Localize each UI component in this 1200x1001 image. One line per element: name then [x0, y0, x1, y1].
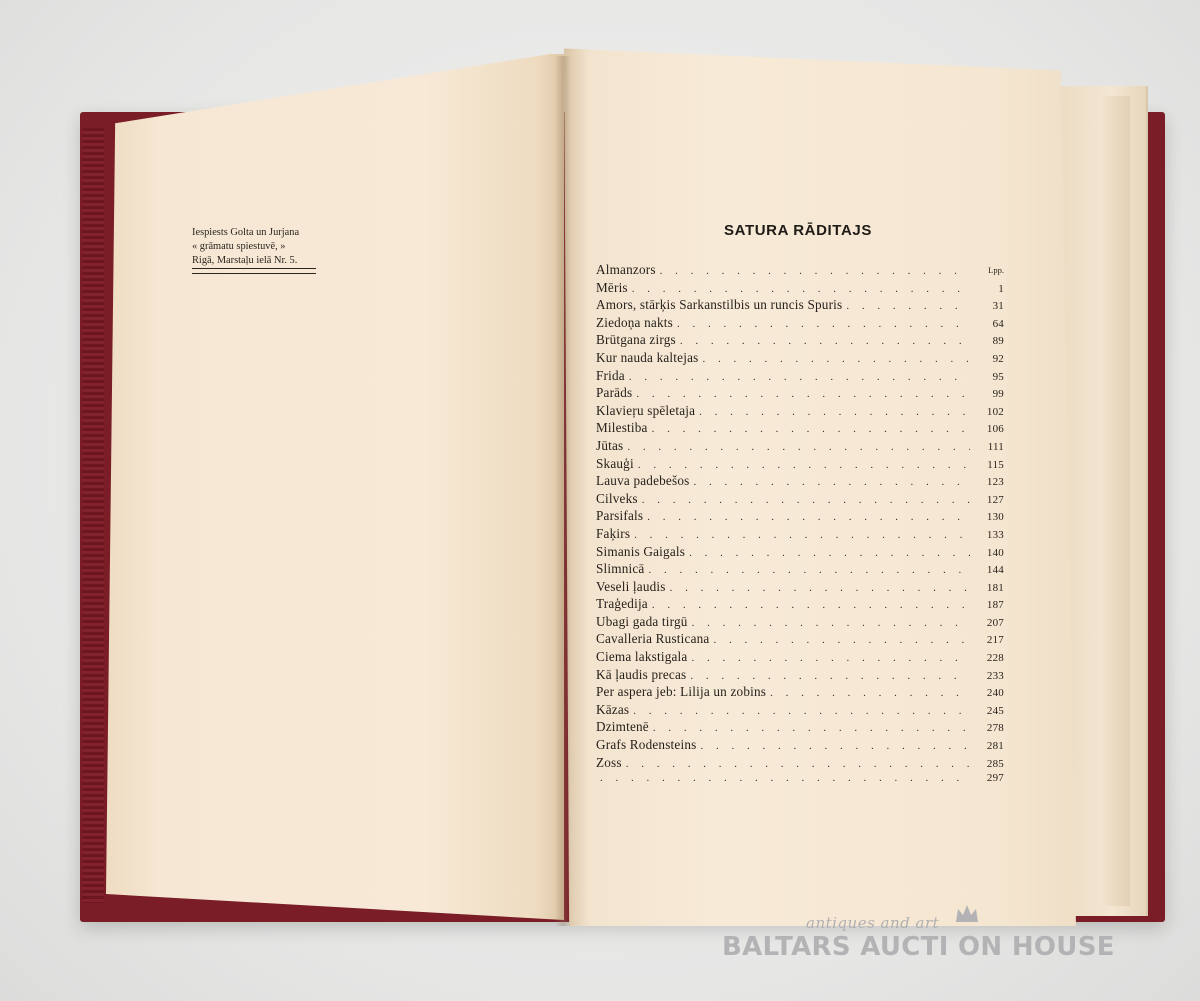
- toc-entry: [596, 631, 1004, 649]
- toc-leader-dots: [647, 511, 970, 523]
- toc-entry-title: Cavalleria Rusticana: [596, 631, 710, 647]
- toc-leader-dots: [653, 722, 970, 734]
- toc-entry-title: Parsifals: [596, 508, 644, 524]
- page-column-header: Lpp.: [988, 265, 1004, 275]
- watermark-tagline: antiques and art: [806, 914, 940, 932]
- toc-entry-page: 111: [987, 440, 1004, 453]
- toc-entry: [596, 368, 1004, 386]
- toc-entry-page: 106: [986, 423, 1004, 436]
- toc-leader-dots: [636, 388, 970, 400]
- toc-entry: [596, 702, 1004, 720]
- toc-entry-page: 115: [987, 458, 1004, 471]
- toc-entry-page: 278: [986, 722, 1004, 735]
- toc-entry-page: 1: [998, 282, 1004, 295]
- toc-leader-dots: [677, 318, 970, 330]
- toc-entry-page: 245: [986, 704, 1004, 717]
- toc-entry-title: Mēris: [596, 279, 628, 295]
- toc-entry-page: 99: [992, 388, 1004, 401]
- toc-entry: [596, 772, 1004, 790]
- toc-entry: [596, 579, 1004, 597]
- toc-entry-title: Kā ļaudis precas: [596, 666, 687, 682]
- toc-entry-title: Ziedoņa nakts: [596, 314, 673, 330]
- toc-entry: [596, 350, 1004, 368]
- toc-leader-dots: [600, 772, 970, 784]
- toc-leader-dots: [629, 371, 970, 383]
- toc-entry-title: Simanis Gaigals: [596, 543, 686, 559]
- toc-entry-page: 64: [992, 317, 1004, 330]
- toc-entry-page: 140: [986, 546, 1004, 559]
- toc-leader-dots: [693, 476, 970, 488]
- imprint-double-rule: [192, 268, 316, 274]
- toc-entry-title: Amors, stārķis Sarkanstilbis un runcis Spuris: [596, 297, 843, 313]
- toc-leader-dots: [700, 740, 970, 752]
- toc-leader-dots: [642, 494, 970, 506]
- toc-entry-page: 123: [986, 476, 1004, 489]
- toc-entry: [596, 737, 1004, 755]
- toc-entry: [596, 684, 1004, 702]
- toc-entry-page: 240: [986, 687, 1004, 700]
- toc-leader-dots: [692, 617, 970, 629]
- toc-leader-dots: [634, 529, 970, 541]
- toc-entry-page: 281: [986, 740, 1004, 753]
- toc-entry: [596, 297, 1004, 315]
- toc-entry-title: Veseli ļaudis: [596, 578, 666, 594]
- imprint-line: Rigā, Marstaļu ielā Nr. 5.: [192, 255, 298, 266]
- toc-leader-dots: [627, 441, 970, 453]
- toc-entry-page: 181: [986, 581, 1004, 594]
- toc-entry-title: Cilveks: [596, 490, 638, 506]
- toc-entry-title: Frida: [596, 367, 625, 383]
- table-of-contents: [596, 262, 1004, 790]
- toc-leader-dots: [633, 705, 970, 717]
- toc-entry-title: Faķirs: [596, 525, 631, 541]
- toc-entry-title: Slimnicā: [596, 561, 645, 577]
- toc-entry-page: 217: [986, 634, 1004, 647]
- watermark-name: BALTARS AUCTI ON HOUSE: [722, 932, 1115, 962]
- toc-entry-page: 133: [986, 528, 1004, 541]
- toc-entry: [596, 473, 1004, 491]
- toc-entry-page: 102: [986, 405, 1004, 418]
- book-gutter: [555, 56, 571, 926]
- toc-leader-dots: [702, 353, 970, 365]
- toc-entry: [596, 315, 1004, 333]
- toc-leader-dots: [770, 687, 970, 699]
- toc-entry: [596, 719, 1004, 737]
- toc-entry-page: 297: [986, 772, 1004, 785]
- toc-heading: SATURA RĀDITAJS: [724, 222, 872, 239]
- toc-entry-title: Klavieŗu spēletaja: [596, 402, 696, 418]
- toc-entry: [596, 526, 1004, 544]
- page-block-edge-inner: [1100, 96, 1130, 906]
- toc-entry: [596, 667, 1004, 685]
- toc-entry: [596, 420, 1004, 438]
- toc-entry-page: 31: [992, 300, 1004, 313]
- toc-leader-dots: [680, 335, 970, 347]
- crown-icon: [954, 902, 980, 924]
- toc-entry-page: 144: [986, 564, 1004, 577]
- toc-entry: [596, 280, 1004, 298]
- toc-leader-dots: [670, 582, 970, 594]
- toc-leader-dots: [648, 564, 970, 576]
- toc-leader-dots: [689, 547, 970, 559]
- toc-entry-title: Traģedija: [596, 596, 648, 612]
- toc-entry: [596, 456, 1004, 474]
- toc-leader-dots: [714, 634, 971, 646]
- left-page: [106, 54, 564, 920]
- toc-entry: [596, 508, 1004, 526]
- toc-entry-title: Skauģi: [596, 455, 634, 471]
- watermark: [722, 914, 1122, 974]
- toc-entry-title: Per aspera jeb: Lilija un zobins: [596, 684, 767, 700]
- toc-entry-title: Zoss: [596, 754, 622, 770]
- toc-entry-title: Brūtgana zirgs: [596, 332, 676, 348]
- toc-leader-dots: [638, 459, 970, 471]
- toc-entry: [596, 332, 1004, 350]
- toc-entry-title: Ubagi gada tirgū: [596, 613, 688, 629]
- toc-entry-title: Jūtas: [596, 437, 624, 453]
- toc-leader-dots: [626, 758, 970, 770]
- toc-entry: [596, 561, 1004, 579]
- toc-entry-page: 130: [986, 511, 1004, 524]
- toc-entry: [596, 385, 1004, 403]
- toc-leader-dots: [691, 652, 970, 664]
- book-spine-edge: [82, 128, 104, 903]
- toc-entry-page: 92: [992, 352, 1004, 365]
- toc-entry: [596, 755, 1004, 773]
- toc-entry: [596, 403, 1004, 421]
- toc-entry: [596, 596, 1004, 614]
- toc-entry-title: Parāds: [596, 385, 633, 401]
- toc-entry-title: Grafs Rodensteins: [596, 737, 697, 753]
- toc-entry: [596, 649, 1004, 667]
- toc-entry-page: 89: [992, 335, 1004, 348]
- toc-entry-page: 285: [986, 757, 1004, 770]
- toc-entry-page: 95: [992, 370, 1004, 383]
- printer-imprint: [192, 226, 322, 268]
- toc-entry-page: 207: [986, 616, 1004, 629]
- toc-entry-title: Milestiba: [596, 420, 648, 436]
- toc-leader-dots: [632, 283, 970, 295]
- imprint-line: Iespiests Golta un Jurjana: [192, 227, 300, 238]
- toc-entry-title: Kāzas: [596, 701, 630, 717]
- toc-leader-dots: [652, 423, 970, 435]
- toc-leader-dots: [690, 670, 970, 682]
- toc-entry-page: 233: [986, 669, 1004, 682]
- toc-entry-title: Kur nauda kaltejas: [596, 349, 699, 365]
- imprint-line: « grāmatu spiestuvē, »: [192, 241, 286, 252]
- toc-entry: [596, 544, 1004, 562]
- toc-entry: [596, 438, 1004, 456]
- toc-entry: [596, 491, 1004, 509]
- toc-entry-page: 127: [986, 493, 1004, 506]
- toc-entry-title: Ciema lakstigala: [596, 649, 688, 665]
- toc-leader-dots: [660, 265, 970, 277]
- toc-entry: [596, 262, 1004, 280]
- toc-entry-page: 187: [986, 599, 1004, 612]
- toc-leader-dots: [846, 300, 970, 312]
- toc-entry-title: Lauva padebešos: [596, 473, 690, 489]
- toc-entry: [596, 614, 1004, 632]
- toc-entry-title: Dzimtenē: [596, 719, 649, 735]
- toc-entry-page: 228: [986, 652, 1004, 665]
- toc-leader-dots: [652, 599, 970, 611]
- toc-leader-dots: [699, 406, 970, 418]
- toc-entry-title: Almanzors: [596, 262, 656, 277]
